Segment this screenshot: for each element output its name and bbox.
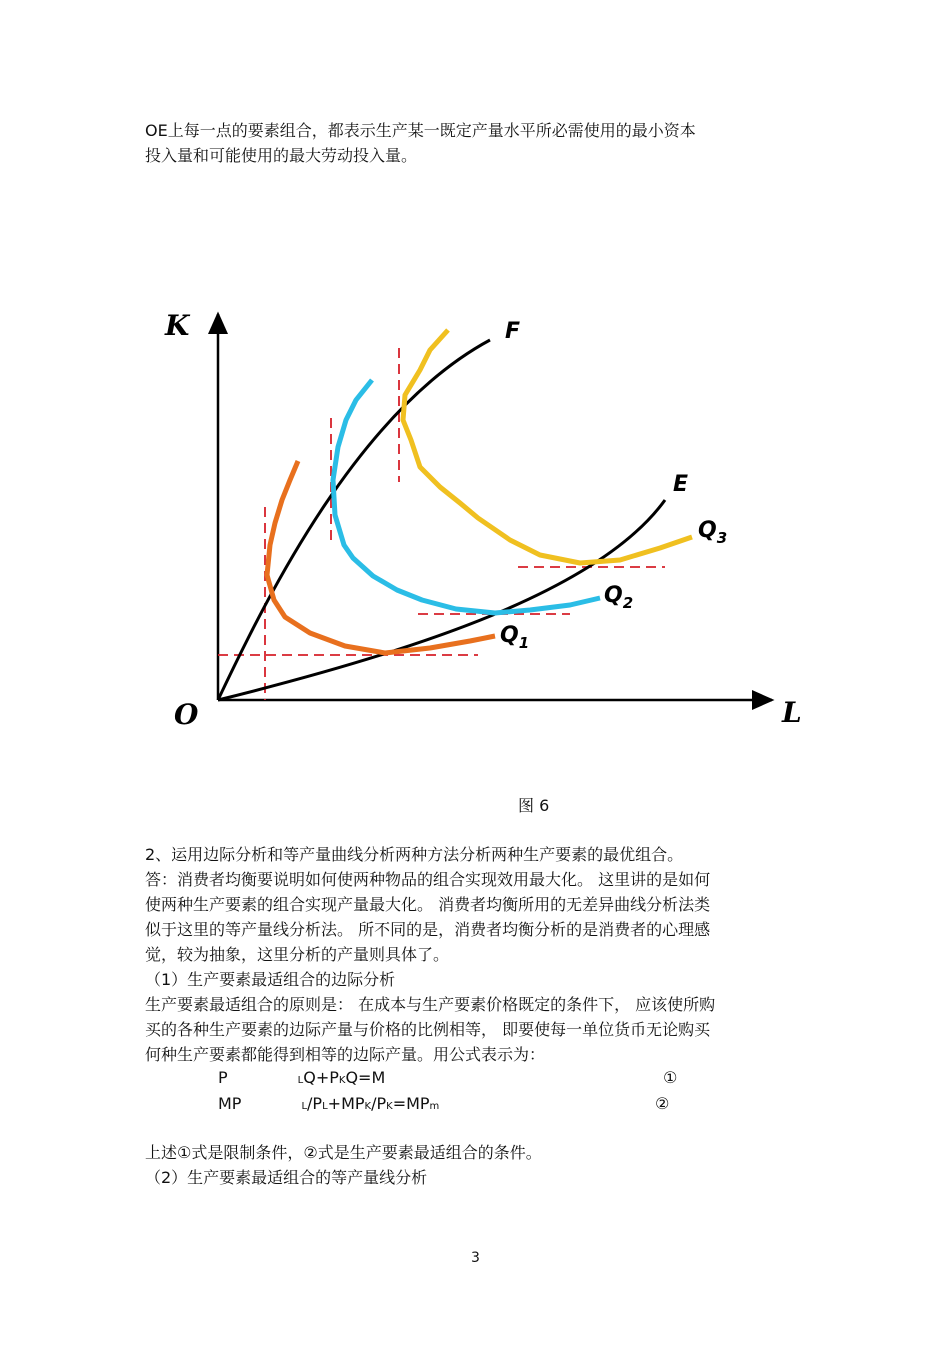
- subheading-2: （2）生产要素最适组合的等产量线分析: [145, 1168, 428, 1187]
- curve-label-f: F: [505, 319, 521, 344]
- q3-sub: 3: [716, 529, 728, 547]
- question-2: 2、运用边际分析和等产量曲线分析两种方法分析两种生产要素的最优组合。: [145, 845, 684, 864]
- f2-g: /P: [371, 1094, 387, 1113]
- f2-h: K: [386, 1101, 393, 1112]
- f2-d: L: [322, 1101, 328, 1112]
- f1-e: Q=M: [345, 1068, 386, 1087]
- principle-line-1: 生产要素最适组合的原则是： 在成本与生产要素价格既定的条件下， 应该使所购: [145, 995, 716, 1014]
- answer-line-1: 答：消费者均衡要说明如何使两种物品的组合实现效用最大化。 这里讲的是如何: [145, 870, 711, 889]
- f1-a: P: [218, 1068, 228, 1087]
- q3-main: Q: [698, 518, 717, 543]
- answer-line-3: 似于这里的等产量线分析法。 所不同的是，消费者均衡分析的是消费者的心理感: [145, 920, 711, 939]
- answer-line-4: 觉，较为抽象，这里分析的产量则具体了。: [145, 945, 450, 964]
- isoquant-q3: [403, 330, 692, 563]
- f2-e: +MP: [327, 1094, 365, 1113]
- figure-caption: 图 6: [518, 796, 550, 815]
- answer-line-2: 使两种生产要素的组合实现产量最大化。 消费者均衡所用的无差异曲线分析法类: [145, 895, 711, 914]
- formula-1-number: ①: [663, 1068, 678, 1087]
- isoquant-q1: [267, 461, 495, 653]
- origin-label: O: [174, 698, 199, 731]
- curve-label-e: E: [673, 472, 689, 497]
- isoquant-label-q3: [698, 518, 727, 547]
- f1-d: K: [338, 1075, 346, 1086]
- principle-line-3: 何种生产要素都能得到相等的边际产量。用公式表示为：: [145, 1045, 546, 1064]
- f1-b: L: [297, 1075, 304, 1086]
- q2-sub: 2: [622, 594, 634, 612]
- q2-main: Q: [604, 583, 623, 608]
- q1-main: Q: [500, 623, 519, 648]
- f2-i: =MP: [392, 1094, 430, 1113]
- axis-label-k: K: [165, 309, 190, 342]
- subheading-1: （1）生产要素最适组合的边际分析: [145, 970, 396, 989]
- f2-b: L: [301, 1101, 308, 1112]
- principle-line-2: 买的各种生产要素的边际产量与价格的比例相等， 即要使每一单位货币无论购买: [145, 1020, 711, 1039]
- f2-j: m: [429, 1101, 440, 1112]
- formula-1: [218, 1068, 385, 1087]
- f1-c: Q+P: [303, 1068, 339, 1087]
- formula-2-number: ②: [655, 1094, 670, 1113]
- conclusion-line: 上述①式是限制条件，②式是生产要素最适组合的条件。: [145, 1143, 542, 1162]
- f2-a: MP: [218, 1094, 242, 1113]
- intro-line-2: 投入量和可能使用的最大劳动投入量。: [145, 146, 418, 165]
- f2-f: K: [364, 1101, 372, 1112]
- intro-line-1: OE上每一点的要素组合，都表示生产某一既定产量水平所必需使用的最小资本: [145, 121, 696, 140]
- isoquant-figure: [160, 300, 820, 740]
- isoquant-label-q2: [604, 583, 633, 612]
- formula-2: [218, 1094, 439, 1113]
- axis-label-l: L: [782, 696, 802, 729]
- f2-c: /P: [307, 1094, 323, 1113]
- isoquant-q2: [333, 380, 600, 613]
- isoquant-label-q1: [500, 623, 529, 652]
- q1-sub: 1: [518, 634, 530, 652]
- page-number: 3: [471, 1250, 480, 1266]
